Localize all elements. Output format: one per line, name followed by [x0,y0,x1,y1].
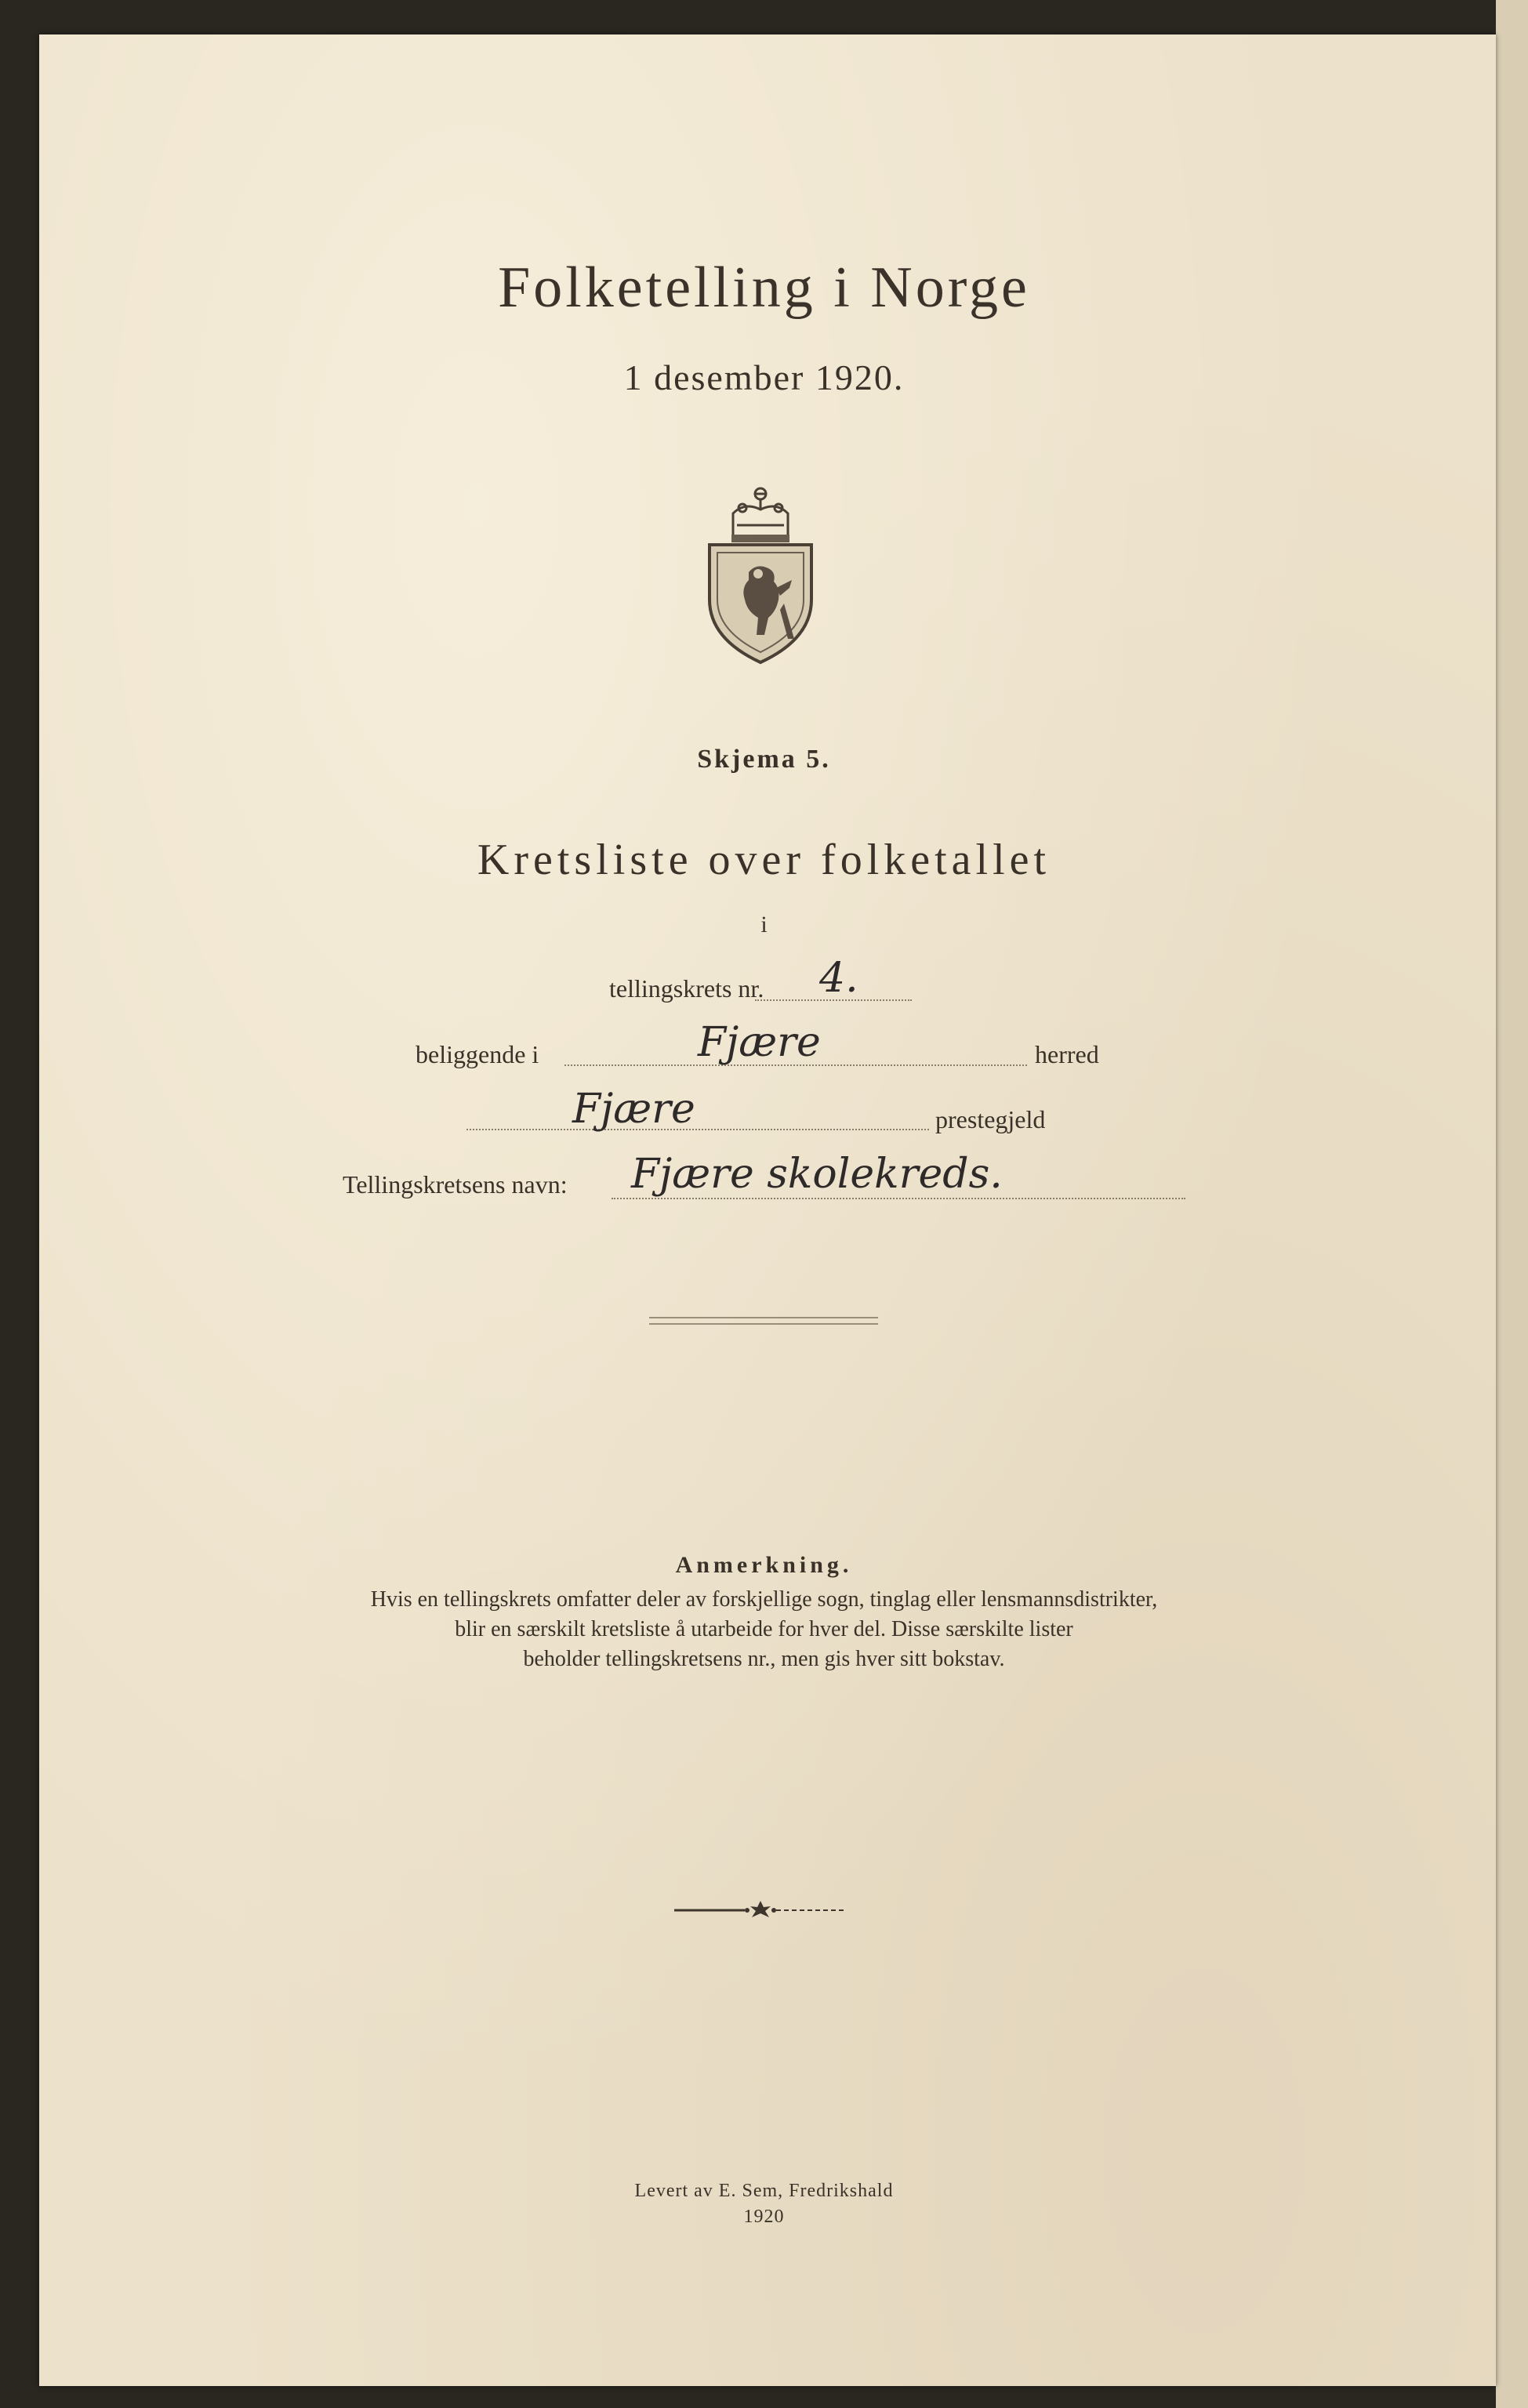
note-line-2: blir en særskilt kretsliste å utarbeide for hver del. Disse særskilte lister [455,1617,1073,1641]
tellingskrets-label: tellingskrets nr. [609,974,764,1003]
navn-label: Tellingskretsens navn: [343,1170,568,1199]
beliggende-value: Fjære [698,1019,821,1066]
printer-year: 1920 [743,2207,785,2227]
navn-line [612,1198,1185,1199]
prestegjeld-label: prestegjeld [935,1105,1046,1133]
printer-credit: Levert av E. Sem, Fredrikshald [634,2181,894,2201]
connector-word: i [760,912,768,937]
note-line-3: beholder tellingskretsens nr., men gis hver sitt bokstav. [523,1647,1005,1671]
document-date: 1 desember 1920. [623,357,905,397]
prestegjeld-value: Fjære [572,1086,695,1133]
note-line-1: Hvis en tellingskrets omfatter deler av forskjellige sogn, tinglag eller lensmannsdistrikter, [370,1587,1158,1612]
prestegjeld-line [466,1129,929,1130]
document-title: Folketelling i Norge [498,256,1030,320]
form-heading: Kretsliste over folketallet [477,836,1051,884]
ornament-divider-icon [670,1898,851,1922]
note-title: Anmerkning. [675,1552,853,1578]
beliggende-label: beliggende i [416,1040,539,1068]
norwegian-coat-of-arms-icon [702,470,819,666]
tellingskrets-value: 4. [819,955,858,1002]
separator-rule-lower [649,1323,878,1325]
herred-label: herred [1035,1040,1099,1068]
separator-rule [649,1317,878,1318]
schema-number: Skjema 5. [697,745,831,774]
navn-value: Fjære skolekreds. [631,1151,1003,1198]
